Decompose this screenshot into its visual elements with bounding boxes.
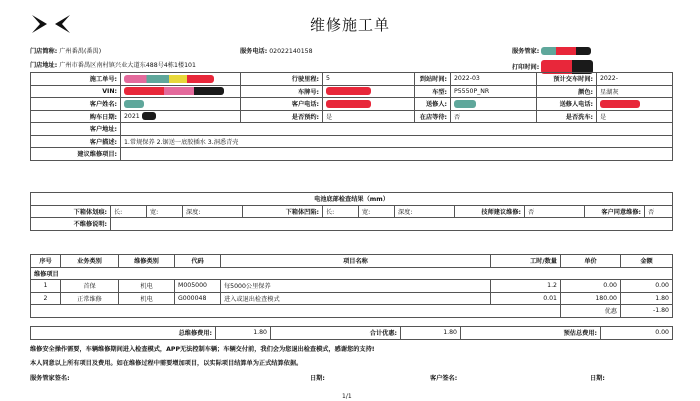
customer-name-label: 客户姓名: [31,98,121,111]
manager-sign-label: 服务管家签名: [30,375,70,382]
customer-agree-value: 否 [645,205,673,218]
underbody-dent-label: 下箱体凹陷: [243,205,323,218]
color-label: 颜色: [537,85,597,98]
row-code: M005000 [175,280,221,293]
estimated-value: 0.00 [601,327,673,340]
inspection-row [31,205,673,218]
vin-value [121,85,241,98]
date-label-2: 日期: [590,375,605,382]
col-header: 序号 [31,255,61,268]
print-time-label: 打印时间: [512,64,540,71]
date-label: 日期: [310,375,325,382]
scratch-depth-label: 深度: [183,205,243,218]
no-repair-label: 不维修说明: [31,218,111,231]
dent-length-label: 长: [323,205,359,218]
arrival-time-value: 2022-03 [451,73,537,86]
info-row [31,98,673,111]
page-number: 1/1 [342,393,352,400]
info-row [31,85,673,98]
scratch-length-label: 长: [111,205,147,218]
customer-name-value [121,98,241,111]
footer-note-1: 维修安全操作需要，车辆维修期间进入检查模式，APP无法控制车辆；车辆交付前，我们会为您退出检查模式，感谢您的支持! [30,346,375,353]
store-name-label: 门店简称: [30,48,58,55]
wash-label: 是否洗车: [537,110,597,123]
info-row [31,148,673,161]
footer-note-2: 本人同意以上所有项目及费用。如在维修过程中需要增加项目，以实际项目结算单为正式结算依据。 [30,360,303,367]
col-header: 代码 [175,255,221,268]
table-row [31,280,673,293]
discount-spacer [31,305,561,318]
inspection-row [31,218,673,231]
tech-suggest-label: 技师建议维修: [455,205,525,218]
col-header: 单价 [561,255,621,268]
purchase-date-value: 2021 [124,113,140,121]
row-repair-type: 机电 [119,292,175,305]
no-repair-value [111,218,673,231]
row-name: 进入或退出检查模式 [221,292,491,305]
subtotal-value: 1.80 [401,327,461,340]
redacted-mark [541,47,591,55]
row-no: 1 [31,280,61,293]
underbody-scratch-label: 下箱体划痕: [31,205,111,218]
sender-phone-label: 送修人电话: [537,98,597,111]
total-value: 1.80 [216,327,271,340]
service-manager-line [512,46,591,55]
work-order-no-value [121,73,241,86]
tech-suggest-value: 否 [525,205,585,218]
expected-delivery-value: 2022- [597,73,673,86]
waiting-label: 在店等待: [415,110,451,123]
scratch-width-label: 宽: [147,205,183,218]
row-price: 180.00 [561,292,621,305]
items-header-row [31,255,673,268]
inspection-title: 电池底部检查结果（mm） [31,193,673,206]
total-label: 总维修费用: [31,327,216,340]
discount-value: -1.80 [621,305,673,318]
info-row [31,123,673,136]
service-phone-label: 服务电话: [240,48,268,55]
appointment-label: 是否预约: [241,110,323,123]
inspection-title-row [31,193,673,206]
description-value: 1.常规保养 2.锯送一底胶插水 3.洞悉青壳 [121,135,673,148]
estimated-label: 预估总费用: [461,327,601,340]
row-name: 每5000公里保养 [221,280,491,293]
model-value: P5550P_NR [451,85,537,98]
customer-address-value [121,123,673,136]
store-address-label: 门店地址: [30,62,58,69]
work-order-no-label: 施工单号: [31,73,121,86]
color-value: 星湖灰 [597,85,673,98]
repair-items-table [30,254,673,318]
col-header: 维修类别 [119,255,175,268]
sender-label: 送修人: [415,98,451,111]
suggested-items-label: 建议维修项目: [31,148,121,161]
model-label: 车型: [415,85,451,98]
page-title: 维修施工单 [309,16,390,34]
discount-label: 优惠 [561,305,621,318]
subtotal-label: 合计优惠: [271,327,401,340]
row-qty: 0.01 [491,292,561,305]
row-amount: 1.80 [621,292,673,305]
totals-table [30,326,673,340]
row-business: 正常维修 [61,292,119,305]
col-header: 工时/数量 [491,255,561,268]
vehicle-info-table [30,72,673,161]
waiting-value: 否 [451,110,537,123]
discount-row [31,305,673,318]
store-address: 广州市番禺区南村镇兴业大道东488号4栋1楼101 [59,62,196,69]
plate-label: 车牌号: [241,85,323,98]
items-section-row [31,267,673,280]
col-header: 业务类别 [61,255,119,268]
row-business: 首保 [61,280,119,293]
description-label: 客户描述: [31,135,121,148]
dent-width-label: 宽: [359,205,395,218]
col-header: 金额 [621,255,673,268]
store-name-line [30,46,101,55]
purchase-date-cell [121,110,241,123]
expected-delivery-label: 预计交车时间: [537,73,597,86]
row-code: G000048 [175,292,221,305]
customer-sign-label: 客户签名: [430,375,458,382]
battery-inspection-table [30,192,673,231]
sender-value [451,98,537,111]
dent-depth-label: 深度: [395,205,455,218]
row-qty: 1.2 [491,280,561,293]
service-phone: 02022140158 [269,48,313,55]
row-price: 0.00 [561,280,621,293]
purchase-date-label: 购车日期: [31,110,121,123]
col-header: 项目名称 [221,255,491,268]
row-repair-type: 机电 [119,280,175,293]
customer-phone-value [323,98,415,111]
table-row [31,292,673,305]
info-row [31,73,673,86]
sender-phone-value [597,98,673,111]
service-phone-line [240,46,313,55]
wash-value: 是 [597,110,673,123]
customer-agree-label: 客户同意维修: [585,205,645,218]
mileage-label: 行驶里程: [241,73,323,86]
suggested-items-value [121,148,673,161]
store-address-line [30,60,196,69]
info-row [31,110,673,123]
store-name: 广州番禺(番禺) [59,48,102,55]
customer-address-label: 客户地址: [31,123,121,136]
totals-row [31,327,673,340]
mileage-value: 5 [323,73,415,86]
info-row [31,135,673,148]
plate-value [323,85,415,98]
row-amount: 0.00 [621,280,673,293]
customer-phone-label: 客户电话: [241,98,323,111]
vin-label: VIN: [31,85,121,98]
row-no: 2 [31,292,61,305]
service-manager-label: 服务管家: [512,48,540,55]
appointment-value: 是 [323,110,415,123]
items-section-label: 维修项目 [31,267,673,280]
arrival-time-label: 到站时间: [415,73,451,86]
